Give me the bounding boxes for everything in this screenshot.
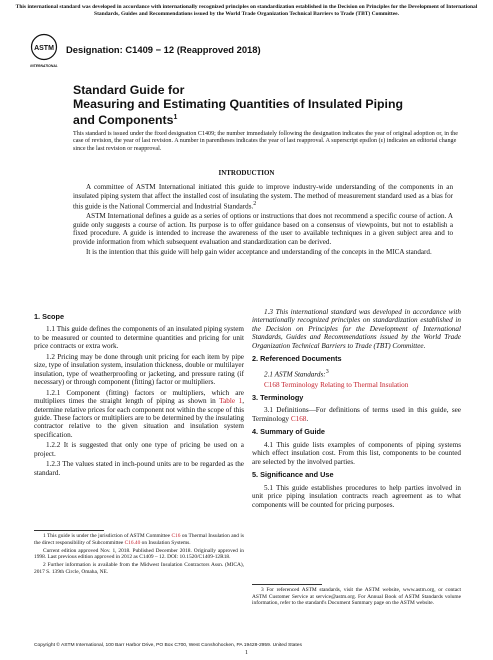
section-2-1 (252, 368, 461, 379)
introduction-heading: INTRODUCTION (218, 169, 275, 177)
copyright-line: Copyright © ASTM International, 100 Barr Harbor Drive, PO Box C700, West Conshohocken, PA 19428-2959. United States (34, 643, 302, 648)
summary-heading: 4. Summary of Guide (252, 427, 325, 437)
footnote-1-text-a: 1 This guide is under the jurisdiction of ASTM Committee (43, 533, 172, 539)
intro-paragraph-3: It is the intention that this guide will help gain wider acceptance and understanding of the concepts in the MICA standard. (86, 247, 432, 256)
standards-notice: This international standard was developed in accordance with internationally recognized principles on standardization established in the Decision on Principles for the Development of International Standards, Guides and Recommendations issued by the World Trade Organization Technical Barriers to Trade (TBT) Committee. (15, 4, 478, 17)
footnotes-right (252, 587, 461, 608)
left-column (34, 308, 244, 479)
footnote-1-text-c: on Insulation Systems. (140, 539, 191, 546)
c168-title-link[interactable]: Terminology Relating to Thermal Insulation (279, 380, 409, 389)
section-1-1: 1.1 This guide defines the components of an insulated piping system to be measured or counted to determine quantities and pricing for unit price contracts or extra work. (34, 325, 244, 351)
section-1-2-1-text-b: , determine relative prices for each component not within the scope of this guide. These factors or multipliers are to be determined by the insulating contractor relative to the given situation and insulation system specification. (34, 397, 245, 439)
document-title (73, 83, 453, 127)
section-4-1: 4.1 This guide lists examples of components of piping systems which effect insulation cost. From this list, components to be counted are selected by the involved parties. (252, 440, 461, 466)
section-1-3: 1.3 This international standard was developed in accordance with internationally recognized principles on standardization established in the Decision on Principles for the Development of International Standards, Guides and Recommendations issued by the World Trade Organization Technical Barriers to Trade (TBT) Committee. (252, 308, 461, 350)
title-line-3 (73, 111, 453, 127)
intro-footnote-ref: 2 (253, 201, 257, 208)
referenced-documents-heading: 2. Referenced Documents (252, 354, 342, 364)
section-2-1-footnote-ref: 3 (325, 368, 329, 375)
section-5-1: 5.1 This guide establishes procedures to help parties involved in unit price piping insulation contracts reach agreement as to what components will be counted for pricing purposes. (252, 483, 461, 509)
subcommittee-c16-40-link[interactable]: C16.40 (124, 539, 141, 546)
astm-logo (30, 33, 58, 73)
c168-link[interactable]: C168 (264, 380, 280, 389)
page-number: 1 (245, 650, 248, 656)
designation: Designation: C1409 − 12 (Reapproved 2018) (66, 44, 261, 55)
section-1-2-1-text-a: 1.2.1 Component (fitting) factors or multipliers, which are multipliers times the straight length of piping as shown in (34, 388, 244, 406)
table-1-link[interactable]: Table 1 (219, 397, 243, 406)
section-3-1-text-a: 3.1 Definitions—For definitions of terms used in this guide, see Terminology (252, 406, 461, 423)
footnote-1 (34, 533, 244, 546)
logo-text: ASTM (34, 45, 54, 52)
title-line-2: Measuring and Estimating Quantities of Insulated Piping (73, 97, 403, 111)
footnotes-left (34, 533, 244, 577)
footnote-2: 2 Further information is available from the Midwest Insulation Contractors Assn. (MICA), 2017 S. 139th Circle, Omaha, NE. (34, 562, 244, 575)
logo-subtext: INTERNATIONAL (30, 64, 58, 68)
footnote-3: 3 For referenced ASTM standards, visit the ASTM website, www.astm.org, or contact ASTM Customer Service at service@astm.org. For Annual Book of ASTM Standards volume information, refer to the standard's Document Summary page on the ASTM website. (252, 587, 461, 606)
section-2-1-text: 2.1 ASTM Standards: (264, 370, 326, 379)
footnote-1-edition: Current edition approved Nov. 1, 2018. Published December 2018. Originally approved in 1998. Last previous edition approved in 2012 as C1409 – 12. DOI: 10.1520/C1409-12R18. (34, 547, 244, 560)
footnote-divider-right (252, 584, 322, 585)
intro-paragraph-1 (73, 183, 453, 211)
intro-p1-text: A committee of ASTM International initiated this guide to improve industry-wide understanding of the components in an insulated piping system that affect the installed cost of insulating the system. The method of measurement standard used as a bias for this guide is the National Commercial and Industrial Standards. (73, 183, 453, 211)
footnote-1-text-b: on Thermal Insulation and is the direct responsibility of Subcommittee (34, 533, 244, 546)
footnote-divider-left (34, 530, 104, 531)
terminology-c168-link[interactable]: C168 (290, 414, 307, 423)
significance-heading: 5. Significance and Use (252, 470, 334, 480)
section-1-2-2: 1.2.2 It is suggested that only one type of pricing be used on a project. (34, 441, 244, 458)
introduction-body (73, 183, 453, 257)
scope-heading: 1. Scope (34, 312, 65, 321)
title-line-3-text: and Components (73, 113, 174, 128)
intro-paragraph-2: ASTM International defines a guide as a series of options or instructions that does not recommend a specific course of action. A guide only suggests a course of action. Its purpose is to offer guidance based on a consensus of viewpoints, but not to establish a fixed procedure. A guide is intended to increase the awareness of the user to available techniques in a given subject area and to provide information from which subsequent evaluation and standardization can be derived. (73, 212, 453, 246)
issuance-statement: This standard is issued under the fixed designation C1409; the number immediately following the designation indicates the year of original adoption or, in the case of revision, the year of last revision. A number in parentheses indicates the year of last reapproval. A superscript epsilon (ε) indicates an editorial change since the last revision or reapproval. (73, 131, 458, 152)
c168-reference (252, 381, 461, 389)
section-1-2: 1.2 Pricing may be done through unit pricing for each item by pipe size, type of insulation system, insulation thickness, double or multilayer insulation, type of weatherproofing or jacketing, and pressure rating (if necessary) or through component (fitting) factor or multipliers. (34, 352, 244, 387)
title-line-1: Standard Guide for (73, 83, 185, 97)
terminology-heading: 3. Terminology (252, 393, 304, 403)
section-1-2-3: 1.2.3 The values stated in inch-pound units are to be regarded as the standard. (34, 460, 244, 477)
title-footnote-ref: 1 (173, 114, 178, 121)
section-3-1 (252, 406, 461, 423)
right-column (252, 308, 461, 511)
section-1-2-1 (34, 389, 244, 440)
committee-c16-link[interactable]: C16 (171, 533, 181, 539)
section-3-1-text-b: . (306, 414, 309, 423)
